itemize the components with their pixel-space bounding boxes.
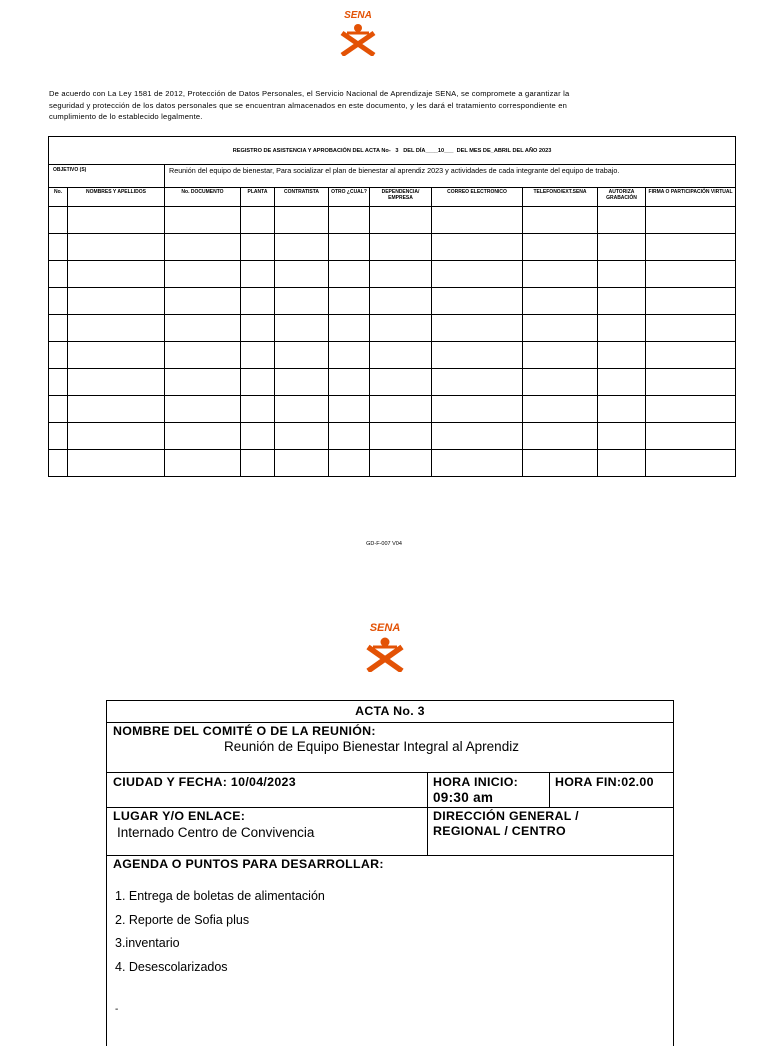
agenda-label: AGENDA O PUNTOS PARA DESARROLLAR: [113, 857, 384, 871]
table-cell [49, 315, 68, 342]
notice-line: cumplimiento de lo establecido legalmente. [49, 112, 203, 121]
data-protection-notice [49, 88, 699, 123]
table-cell [165, 342, 241, 369]
table-cell [646, 261, 736, 288]
table-cell [165, 207, 241, 234]
table-cell [523, 207, 598, 234]
table-cell [49, 369, 68, 396]
col-header: CONTRATISTA [275, 188, 329, 207]
meeting-name-value: Reunión de Equipo Bienestar Integral al Aprendiz [224, 739, 519, 754]
table-cell [370, 315, 432, 342]
table-cell [165, 261, 241, 288]
table-cell [598, 423, 646, 450]
table-row [49, 450, 736, 477]
agenda-item: 1. Entrega de boletas de alimentación [115, 889, 325, 903]
start-time-cell [427, 773, 550, 807]
sena-logo [358, 622, 412, 672]
attendance-registry-table [48, 136, 736, 477]
table-cell [165, 315, 241, 342]
table-cell [49, 261, 68, 288]
sena-logo [333, 10, 383, 56]
table-cell [68, 342, 165, 369]
table-cell [68, 396, 165, 423]
table-row [49, 423, 736, 450]
city-date-cell [107, 773, 427, 807]
col-header: AUTORIZA GRABACIÓN [598, 188, 646, 207]
direction-line: REGIONAL / CENTRO [433, 824, 566, 838]
table-cell [68, 288, 165, 315]
table-row [49, 369, 736, 396]
table-cell [68, 423, 165, 450]
agenda-item: 4. Desescolarizados [115, 960, 228, 974]
table-cell [646, 207, 736, 234]
end-time-cell [549, 773, 673, 807]
table-cell [275, 423, 329, 450]
table-row [49, 234, 736, 261]
col-header: FIRMA O PARTICIPACIÓN VIRTUAL [646, 188, 736, 207]
city-date: CIUDAD Y FECHA: 10/04/2023 [113, 775, 296, 789]
objetivo-label-cell [49, 165, 165, 188]
table-cell [370, 261, 432, 288]
table-cell [646, 450, 736, 477]
table-cell [370, 288, 432, 315]
table-cell [370, 450, 432, 477]
form-code: GD-F-007 V04 [366, 541, 402, 547]
table-cell [646, 396, 736, 423]
table-row [49, 342, 736, 369]
table-cell [598, 450, 646, 477]
table-cell [275, 369, 329, 396]
location-cell [107, 808, 427, 855]
location-label: LUGAR Y/O ENLACE: [113, 809, 246, 823]
col-header: DEPENDENCIA/ EMPRESA [370, 188, 432, 207]
table-cell [49, 450, 68, 477]
col-header: TELEFONO/EXT.SENA [523, 188, 598, 207]
table-cell [241, 450, 275, 477]
table-cell [165, 288, 241, 315]
table-cell [329, 288, 370, 315]
table-row [49, 261, 736, 288]
table-cell [275, 207, 329, 234]
table-cell [329, 342, 370, 369]
registry-rows [49, 207, 736, 477]
col-header: NOMBRES Y APELLIDOS [68, 188, 165, 207]
table-cell [646, 342, 736, 369]
col-header: OTRO ¿CUAL? [329, 188, 370, 207]
objetivo-text: Reunión del equipo de bienestar, Para socializar el plan de bienestar al aprendiz 2023 y actividades de cada integrante del equipo de trabajo. [169, 166, 620, 175]
direction-line: DIRECCIÓN GENERAL / [433, 809, 579, 823]
registry-title: REGISTRO DE ASISTENCIA Y APROBACIÓN DEL ACTA No- 3 DEL DÍA____10___ DEL MES DE_ABRIL DEL AÑO 2023 [49, 137, 736, 165]
table-cell [523, 234, 598, 261]
table-cell [275, 315, 329, 342]
table-cell [165, 234, 241, 261]
col-header: No. DOCUMENTO [165, 188, 241, 207]
notice-line: seguridad y protección de los datos personales que se encuentran almacenados en este documento, y les dará el tratamiento correspondiente en [49, 100, 568, 110]
table-cell [523, 342, 598, 369]
sena-logo-text: SENA [344, 10, 372, 21]
table-cell [275, 261, 329, 288]
table-cell [329, 261, 370, 288]
table-row [49, 288, 736, 315]
location-row [107, 808, 673, 856]
table-cell [523, 450, 598, 477]
table-cell [598, 261, 646, 288]
location-value: Internado Centro de Convivencia [117, 825, 315, 840]
agenda-row [107, 856, 673, 1046]
direction-cell [427, 808, 673, 855]
table-cell [165, 423, 241, 450]
table-cell [646, 288, 736, 315]
table-cell [241, 423, 275, 450]
table-cell [275, 342, 329, 369]
table-cell [241, 288, 275, 315]
notice-line: De acuerdo con La Ley 1581 de 2012, Protección de Datos Personales, el Servicio Nacional de Aprendizaje SENA, se compromete a garantizar la [49, 89, 570, 98]
registry-year: 2023 [538, 147, 552, 154]
table-cell [598, 234, 646, 261]
acta-form [106, 700, 674, 1046]
table-cell [432, 396, 523, 423]
table-row [49, 396, 736, 423]
objetivo-text-cell [165, 165, 736, 188]
registry-month: _ABRIL [490, 147, 511, 154]
table-cell [432, 342, 523, 369]
table-cell [329, 423, 370, 450]
table-cell [646, 315, 736, 342]
table-cell [523, 396, 598, 423]
table-cell [598, 342, 646, 369]
table-cell [49, 396, 68, 423]
table-cell [598, 288, 646, 315]
table-cell [646, 234, 736, 261]
table-cell [241, 315, 275, 342]
table-cell [523, 315, 598, 342]
table-cell [646, 369, 736, 396]
acta-number: 3 [395, 147, 399, 154]
table-cell [370, 369, 432, 396]
table-cell [275, 288, 329, 315]
table-cell [241, 369, 275, 396]
table-cell [370, 423, 432, 450]
table-cell [49, 234, 68, 261]
table-cell [598, 396, 646, 423]
table-cell [68, 369, 165, 396]
agenda-item: 3.inventario [115, 936, 180, 950]
table-cell [68, 234, 165, 261]
table-cell [329, 450, 370, 477]
table-cell [49, 288, 68, 315]
col-header: PLANTA [241, 188, 275, 207]
table-cell [241, 261, 275, 288]
table-cell [329, 234, 370, 261]
col-header: CORREO ELECTRONICO [432, 188, 523, 207]
table-cell [432, 261, 523, 288]
table-cell [49, 342, 68, 369]
table-cell [523, 423, 598, 450]
table-cell [432, 207, 523, 234]
table-cell [241, 207, 275, 234]
table-cell [370, 342, 432, 369]
table-cell [241, 342, 275, 369]
start-time-label: HORA INICIO: [433, 775, 519, 789]
table-cell [523, 288, 598, 315]
table-cell [68, 450, 165, 477]
agenda-trailing-dash: - [115, 1004, 119, 1015]
end-time: HORA FIN:02.00 [555, 775, 654, 789]
table-cell [432, 315, 523, 342]
table-cell [598, 315, 646, 342]
table-cell [49, 423, 68, 450]
table-cell [165, 450, 241, 477]
table-cell [523, 369, 598, 396]
meeting-name-label: NOMBRE DEL COMITÉ O DE LA REUNIÓN: [113, 724, 376, 738]
table-cell [329, 315, 370, 342]
table-cell [432, 450, 523, 477]
agenda-item: 2. Reporte de Sofia plus [115, 913, 250, 927]
table-cell [68, 207, 165, 234]
table-cell [275, 396, 329, 423]
table-cell [432, 423, 523, 450]
acta-title: ACTA No. 3 [355, 704, 425, 718]
table-cell [275, 234, 329, 261]
meeting-name-row [107, 723, 673, 773]
sena-logo-text: SENA [369, 622, 401, 634]
start-time-value: 09:30 am [433, 790, 494, 805]
table-cell [432, 234, 523, 261]
col-header: No. [49, 188, 68, 207]
table-cell [432, 369, 523, 396]
acta-title-row [107, 701, 673, 723]
table-cell [241, 396, 275, 423]
table-cell [165, 369, 241, 396]
table-cell [165, 396, 241, 423]
table-cell [370, 396, 432, 423]
date-time-row [107, 773, 673, 808]
table-cell [329, 369, 370, 396]
table-cell [329, 207, 370, 234]
table-cell [370, 207, 432, 234]
table-cell [68, 261, 165, 288]
table-cell [49, 207, 68, 234]
table-cell [370, 234, 432, 261]
registry-day: 10 [437, 147, 445, 154]
table-cell [432, 288, 523, 315]
table-cell [598, 369, 646, 396]
objetivo-label: OBJETIVO (S) [53, 167, 87, 173]
table-cell [523, 261, 598, 288]
table-cell [598, 207, 646, 234]
table-row [49, 315, 736, 342]
table-cell [241, 234, 275, 261]
table-cell [275, 450, 329, 477]
table-cell [646, 423, 736, 450]
table-cell [68, 315, 165, 342]
table-cell [329, 396, 370, 423]
table-row [49, 207, 736, 234]
